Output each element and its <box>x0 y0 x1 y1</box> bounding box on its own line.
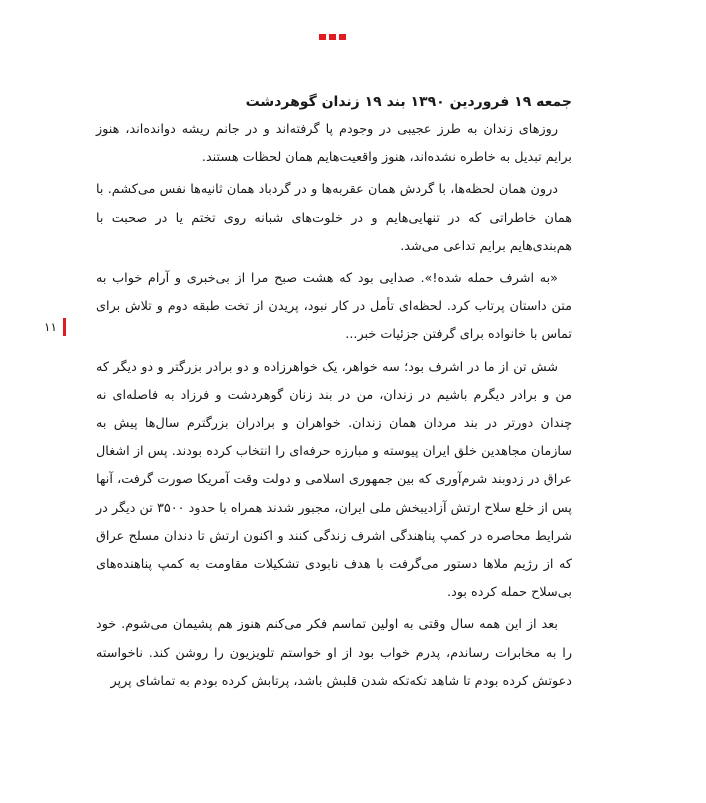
paragraph-4: شش تن از ما در اشرف بود؛ سه خواهر، یک خواهرزاده و دو برادر بزرگتر و دو دیگر که من و برادر دیگرم باشیم در زندان، من در بند زنان گوهردشت و فرزاد به فاصله‌ای نه چندان دورتر در بند مردان همان زندان. خواهران و برادران بزرگترم سال‌ها پیش به سازمان مجاهدین خلق ایران پیوسته و مبارزه حرفه‌ای را انتخاب کرده بودند. پس از اشغال عراق در زدوبند شرم‌آوری که بین جمهوری اسلامی و دولت وقت آمریکا صورت گرفت، آنها پس از خلع سلاح ارتش آزادیبخش ملی ایران، مجبور شدند همراه با حدود ۳۵۰۰ تن دیگر در شرایط محاصره در کمپ پناهندگی اشرف زندگی کنند و اکنون ارتش تا دندان مسلح عراق که از رژیم ملاها دستور می‌گرفت با هدف نابودی تشکیلات مقاومت به کمپ پناهنده‌های بی‌سلاح حمله کرده بود. <box>96 359 572 601</box>
page-marker <box>44 318 66 336</box>
page-content <box>96 88 572 696</box>
paragraph-1: روزهای زندان به طرز عجیبی در وجودم پا گرفته‌اند و در جانم ریشه دوانده‌اند، هنوز برایم تبدیل به خاطره نشده‌اند، هنوز واقعیت‌هایم همان لحظات هستند. <box>96 122 572 166</box>
page-marker-bar <box>63 318 66 336</box>
top-ornament <box>319 34 346 40</box>
paragraph-3: «به اشرف حمله شده!». صدایی بود که هشت صبح مرا از بی‌خبری و آرام خواب به متن داستان پرتاب کرد. لحظه‌ای تأمل در کار نبود، پریدن از تخت طبقه دوم و تلاش برای تماس با خانواده برای گرفتن جزئیات خبر... <box>96 271 572 343</box>
ornament-square <box>329 34 336 40</box>
paragraph-2: درون همان لحظه‌ها، با گردش همان عقربه‌ها و در گردباد همان ثانیه‌ها نفس می‌کشم. با همان خاطراتی که در تنهایی‌هایم و در خلوت‌های شبانه روی تختم یا در صحبت با هم‌بندی‌هایم برایم تداعی می‌شد. <box>96 182 572 254</box>
page-number: ۱۱ <box>44 320 57 334</box>
paragraph-5: بعد از این همه سال وقتی به اولین تماسم فکر می‌کنم هنوز هم پشیمان می‌شوم. خود را به مخابرات رساندم، پدرم خواب بود از او خواستم تلویزیون را روشن کند. ناخواسته دعوتش کرده بودم تا شاهد تکه‌تکه شدن قلبش باشد، پرتابش کرده بودم به تماشای پرپر <box>96 617 572 689</box>
ornament-square <box>319 34 326 40</box>
ornament-square <box>339 34 346 40</box>
section-heading: جمعه ۱۹ فروردین ۱۳۹۰ بند ۱۹ زندان گوهردشت <box>245 94 572 110</box>
